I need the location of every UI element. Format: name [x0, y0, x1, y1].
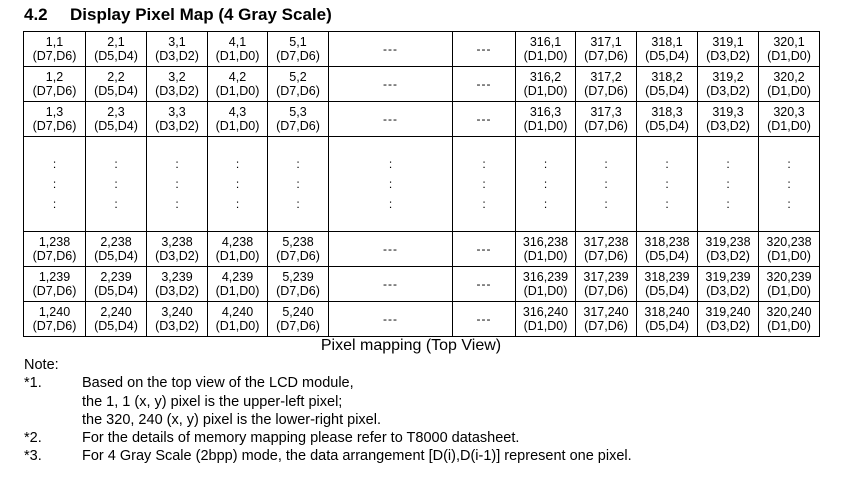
note-line: the 1, 1 (x, y) pixel is the upper-left pixel;	[82, 393, 343, 410]
pixel-data-bits: (D7,D6)	[276, 249, 320, 263]
pixel-cell	[208, 232, 268, 267]
pixel-cell	[147, 67, 208, 102]
pixel-data-bits: (D1,D0)	[767, 249, 811, 263]
pixel-coordinate: 318,239	[644, 270, 690, 284]
note-line: For the details of memory mapping please refer to T8000 datasheet.	[82, 430, 520, 447]
pixel-cell	[208, 302, 268, 337]
pixel-data-bits: (D3,D2)	[155, 319, 199, 333]
pixel-data-bits: (D7,D6)	[276, 284, 320, 298]
pixel-cell	[576, 102, 637, 137]
ellipsis-cell	[698, 137, 759, 232]
ellipsis-dot: :	[665, 177, 669, 191]
pixel-coordinate: 320,3	[773, 105, 805, 119]
pixel-cell	[637, 32, 698, 67]
ellipsis-dot: :	[52, 197, 57, 211]
pixel-data-bits: (D1,D0)	[523, 249, 568, 263]
pixel-data-bits: (D1,D0)	[215, 84, 260, 98]
ellipsis-cell	[516, 137, 576, 232]
ellipsis-cell	[329, 267, 453, 302]
pixel-data-bits: (D1,D0)	[215, 119, 260, 133]
pixel-coordinate: 2,239	[100, 270, 132, 284]
pixel-coordinate: 3,238	[161, 235, 193, 249]
ellipsis-cell	[329, 302, 453, 337]
pixel-coordinate: 316,1	[529, 35, 562, 49]
ellipsis-dot: :	[235, 157, 240, 171]
pixel-data-bits: (D1,D0)	[767, 284, 811, 298]
ellipsis-cell	[24, 137, 86, 232]
pixel-coordinate: 319,239	[705, 270, 751, 284]
ellipsis-dot: :	[296, 177, 300, 191]
ellipsis-cell	[759, 137, 820, 232]
note-line: For 4 Gray Scale (2bpp) mode, the data arrangement [D(i),D(i-1)] represent one pixel.	[82, 448, 632, 465]
pixel-cell	[576, 32, 637, 67]
note-item	[24, 447, 632, 465]
pixel-data-bits: (D7,D6)	[584, 119, 628, 133]
note-key: *3.	[24, 448, 42, 465]
pixel-data-bits: (D7,D6)	[32, 49, 77, 63]
ellipsis-cell	[329, 232, 453, 267]
ellipsis-cell	[329, 102, 453, 137]
pixel-coordinate: 3,3	[168, 105, 186, 119]
note-key: *2.	[24, 430, 42, 447]
pixel-cell	[759, 32, 820, 67]
pixel-cell	[268, 302, 329, 337]
pixel-coordinate: 5,2	[289, 70, 307, 84]
ellipsis-dot: :	[726, 197, 730, 211]
pixel-coordinate: 1,239	[38, 270, 71, 284]
pixel-data-bits: (D7,D6)	[32, 319, 77, 333]
pixel-coordinate: 3,1	[168, 35, 186, 49]
pixel-cell	[24, 302, 86, 337]
ellipsis-cell	[329, 32, 453, 67]
ellipsis-cell	[576, 137, 637, 232]
table-row-ellipsis	[24, 137, 820, 232]
pixel-coordinate: 3,239	[161, 270, 193, 284]
pixel-cell	[86, 67, 147, 102]
pixel-coordinate: 317,1	[590, 35, 622, 49]
pixel-cell	[637, 267, 698, 302]
pixel-coordinate: 318,240	[644, 305, 690, 319]
ellipsis-dot: :	[604, 157, 608, 171]
ellipsis-dot: :	[235, 197, 240, 211]
pixel-coordinate: 317,240	[583, 305, 629, 319]
table-row	[24, 232, 820, 267]
pixel-data-bits: (D1,D0)	[767, 84, 811, 98]
pixel-cell	[208, 267, 268, 302]
pixel-coordinate: 3,2	[168, 70, 186, 84]
pixel-coordinate: 320,238	[766, 235, 812, 249]
ellipsis-dot: :	[787, 197, 791, 211]
pixel-data-bits: (D1,D0)	[767, 49, 811, 63]
pixel-data-bits: (D3,D2)	[706, 249, 750, 263]
ellipsis-dot: :	[114, 197, 118, 211]
pixel-coordinate: 2,3	[107, 105, 125, 119]
pixel-data-bits: (D1,D0)	[767, 119, 811, 133]
pixel-cell	[268, 32, 329, 67]
ellipsis-dot: :	[175, 197, 179, 211]
pixel-cell	[86, 232, 147, 267]
pixel-cell	[576, 67, 637, 102]
pixel-coordinate: 4,1	[228, 35, 247, 49]
pixel-cell	[576, 302, 637, 337]
pixel-data-bits: (D7,D6)	[276, 49, 320, 63]
pixel-coordinate: 5,240	[282, 305, 314, 319]
pixel-coordinate: 1,1	[45, 35, 64, 49]
ellipsis-dot: :	[114, 157, 118, 171]
pixel-coordinate: 319,3	[712, 105, 744, 119]
pixel-data-bits: (D7,D6)	[584, 284, 628, 298]
pixel-coordinate: 5,3	[289, 105, 307, 119]
section-title: Display Pixel Map (4 Gray Scale)	[70, 5, 332, 24]
pixel-cell	[759, 67, 820, 102]
pixel-coordinate: 316,240	[522, 305, 569, 319]
ellipsis-dot: :	[726, 157, 730, 171]
pixel-coordinate: 320,240	[766, 305, 812, 319]
pixel-cell	[698, 267, 759, 302]
pixel-data-bits: (D1,D0)	[523, 319, 568, 333]
pixel-data-bits: (D5,D4)	[645, 49, 689, 63]
ellipsis-cell	[453, 32, 516, 67]
pixel-coordinate: 2,240	[100, 305, 132, 319]
pixel-data-bits: (D5,D4)	[645, 249, 689, 263]
pixel-data-bits: (D1,D0)	[767, 319, 811, 333]
ellipsis-cell	[453, 102, 516, 137]
ellipsis-dashes: ---	[476, 312, 492, 326]
ellipsis-cell	[329, 67, 453, 102]
pixel-data-bits: (D3,D2)	[155, 49, 199, 63]
pixel-data-bits: (D5,D4)	[94, 249, 138, 263]
pixel-cell	[759, 302, 820, 337]
pixel-coordinate: 316,239	[522, 270, 569, 284]
notes-section	[24, 356, 632, 466]
pixel-coordinate: 318,2	[651, 70, 683, 84]
pixel-coordinate: 3,240	[161, 305, 193, 319]
ellipsis-dashes: ---	[383, 242, 398, 256]
pixel-map-table	[23, 31, 820, 337]
pixel-cell	[86, 267, 147, 302]
pixel-coordinate: 317,239	[583, 270, 629, 284]
pixel-cell	[268, 267, 329, 302]
pixel-cell	[759, 102, 820, 137]
table-row	[24, 32, 820, 67]
pixel-data-bits: (D1,D0)	[215, 49, 260, 63]
pixel-coordinate: 317,2	[590, 70, 622, 84]
pixel-data-bits: (D7,D6)	[32, 84, 77, 98]
pixel-cell	[208, 32, 268, 67]
ellipsis-dot: :	[296, 197, 300, 211]
pixel-cell	[24, 267, 86, 302]
ellipsis-dashes: ---	[476, 77, 492, 91]
pixel-coordinate: 2,238	[100, 235, 132, 249]
pixel-cell	[86, 102, 147, 137]
pixel-cell	[147, 267, 208, 302]
ellipsis-dashes: ---	[383, 112, 398, 126]
pixel-coordinate: 5,239	[282, 270, 314, 284]
pixel-data-bits: (D5,D4)	[94, 284, 138, 298]
section-number: 4.2	[24, 5, 48, 24]
ellipsis-cell	[329, 137, 453, 232]
ellipsis-dashes: ---	[383, 77, 398, 91]
ellipsis-dot: :	[665, 157, 669, 171]
pixel-data-bits: (D1,D0)	[523, 119, 568, 133]
pixel-coordinate: 320,2	[773, 70, 805, 84]
pixel-cell	[516, 67, 576, 102]
pixel-data-bits: (D3,D2)	[155, 119, 199, 133]
pixel-data-bits: (D5,D4)	[645, 119, 689, 133]
pixel-cell	[516, 302, 576, 337]
pixel-coordinate: 5,238	[282, 235, 314, 249]
ellipsis-dot: :	[52, 177, 57, 191]
pixel-coordinate: 2,1	[107, 35, 125, 49]
pixel-data-bits: (D5,D4)	[94, 319, 138, 333]
ellipsis-dot: :	[175, 157, 179, 171]
pixel-cell	[208, 102, 268, 137]
pixel-cell	[759, 267, 820, 302]
ellipsis-dashes: ---	[383, 42, 398, 56]
ellipsis-dot: :	[114, 177, 118, 191]
pixel-data-bits: (D7,D6)	[32, 249, 77, 263]
pixel-data-bits: (D5,D4)	[94, 49, 138, 63]
table-row	[24, 267, 820, 302]
pixel-coordinate: 316,3	[529, 105, 562, 119]
pixel-coordinate: 4,240	[221, 305, 254, 319]
pixel-data-bits: (D3,D2)	[706, 84, 750, 98]
ellipsis-cell	[147, 137, 208, 232]
pixel-data-bits: (D7,D6)	[276, 84, 320, 98]
pixel-cell	[759, 232, 820, 267]
pixel-data-bits: (D3,D2)	[155, 249, 199, 263]
ellipsis-cell	[453, 67, 516, 102]
table-row	[24, 302, 820, 337]
pixel-cell	[24, 32, 86, 67]
pixel-coordinate: 317,238	[583, 235, 629, 249]
table-caption: Pixel mapping (Top View)	[320, 337, 502, 354]
pixel-data-bits: (D5,D4)	[94, 84, 138, 98]
pixel-data-bits: (D7,D6)	[276, 319, 320, 333]
pixel-data-bits: (D1,D0)	[523, 84, 568, 98]
ellipsis-dot: :	[175, 177, 179, 191]
ellipsis-dashes: ---	[476, 112, 492, 126]
pixel-cell	[147, 102, 208, 137]
pixel-cell	[637, 67, 698, 102]
pixel-cell	[208, 67, 268, 102]
pixel-data-bits: (D5,D4)	[645, 84, 689, 98]
ellipsis-cell	[208, 137, 268, 232]
ellipsis-dashes: ---	[476, 42, 492, 56]
pixel-cell	[268, 102, 329, 137]
ellipsis-dot: :	[388, 177, 393, 191]
section-heading	[24, 5, 332, 25]
pixel-data-bits: (D5,D4)	[645, 284, 689, 298]
pixel-coordinate: 319,240	[705, 305, 751, 319]
pixel-cell	[576, 232, 637, 267]
pixel-coordinate: 319,238	[705, 235, 751, 249]
pixel-coordinate: 1,238	[38, 235, 71, 249]
ellipsis-dot: :	[482, 177, 486, 191]
pixel-cell	[516, 232, 576, 267]
pixel-data-bits: (D1,D0)	[523, 49, 568, 63]
note-item	[24, 429, 632, 447]
pixel-coordinate: 4,239	[221, 270, 254, 284]
pixel-coordinate: 316,238	[522, 235, 569, 249]
pixel-coordinate: 1,2	[45, 70, 64, 84]
ellipsis-dot: :	[296, 157, 300, 171]
pixel-cell	[86, 32, 147, 67]
pixel-data-bits: (D3,D2)	[706, 319, 750, 333]
ellipsis-dot: :	[604, 177, 608, 191]
ellipsis-cell	[453, 137, 516, 232]
ellipsis-dot: :	[482, 197, 486, 211]
pixel-data-bits: (D7,D6)	[584, 84, 628, 98]
notes-label: Note:	[24, 357, 59, 373]
pixel-cell	[147, 232, 208, 267]
pixel-coordinate: 316,2	[529, 70, 562, 84]
pixel-data-bits: (D3,D2)	[706, 119, 750, 133]
pixel-data-bits: (D3,D2)	[155, 284, 199, 298]
ellipsis-dot: :	[543, 177, 548, 191]
pixel-coordinate: 318,3	[651, 105, 683, 119]
ellipsis-dashes: ---	[476, 242, 492, 256]
pixel-cell	[268, 232, 329, 267]
pixel-coordinate: 1,3	[45, 105, 64, 119]
ellipsis-dot: :	[665, 197, 669, 211]
note-line: Based on the top view of the LCD module,	[82, 375, 354, 392]
pixel-data-bits: (D7,D6)	[276, 119, 320, 133]
pixel-cell	[637, 102, 698, 137]
ellipsis-cell	[637, 137, 698, 232]
note-line: the 320, 240 (x, y) pixel is the lower-right pixel.	[82, 411, 381, 428]
pixel-coordinate: 1,240	[38, 305, 71, 319]
ellipsis-cell	[268, 137, 329, 232]
ellipsis-dot: :	[543, 197, 548, 211]
pixel-cell	[24, 67, 86, 102]
pixel-data-bits: (D3,D2)	[706, 284, 750, 298]
table-row	[24, 67, 820, 102]
pixel-cell	[698, 102, 759, 137]
ellipsis-cell	[453, 302, 516, 337]
ellipsis-dot: :	[787, 157, 791, 171]
pixel-coordinate: 2,2	[107, 70, 125, 84]
pixel-coordinate: 5,1	[289, 35, 307, 49]
pixel-cell	[637, 232, 698, 267]
ellipsis-dot: :	[482, 157, 486, 171]
pixel-data-bits: (D3,D2)	[155, 84, 199, 98]
pixel-coordinate: 4,3	[228, 105, 247, 119]
pixel-coordinate: 319,2	[712, 70, 744, 84]
pixel-cell	[698, 232, 759, 267]
pixel-cell	[86, 302, 147, 337]
pixel-cell	[516, 102, 576, 137]
table-row	[24, 102, 820, 137]
ellipsis-dashes: ---	[383, 277, 398, 291]
pixel-cell	[24, 232, 86, 267]
ellipsis-dot: :	[388, 197, 393, 211]
pixel-cell	[24, 102, 86, 137]
ellipsis-cell	[453, 267, 516, 302]
pixel-data-bits: (D7,D6)	[32, 284, 77, 298]
pixel-cell	[637, 302, 698, 337]
ellipsis-dashes: ---	[383, 312, 398, 326]
pixel-data-bits: (D1,D0)	[523, 284, 568, 298]
pixel-coordinate: 317,3	[590, 105, 622, 119]
pixel-coordinate: 4,2	[228, 70, 247, 84]
pixel-data-bits: (D1,D0)	[215, 284, 260, 298]
pixel-cell	[516, 267, 576, 302]
pixel-cell	[698, 67, 759, 102]
pixel-data-bits: (D7,D6)	[32, 119, 77, 133]
pixel-data-bits: (D5,D4)	[94, 119, 138, 133]
ellipsis-dot: :	[726, 177, 730, 191]
pixel-data-bits: (D3,D2)	[706, 49, 750, 63]
pixel-data-bits: (D1,D0)	[215, 249, 260, 263]
pixel-coordinate: 320,239	[766, 270, 812, 284]
pixel-cell	[268, 67, 329, 102]
pixel-coordinate: 319,1	[712, 35, 744, 49]
ellipsis-dot: :	[388, 157, 393, 171]
ellipsis-dashes: ---	[476, 277, 492, 291]
ellipsis-cell	[453, 232, 516, 267]
ellipsis-dot: :	[543, 157, 548, 171]
pixel-cell	[147, 32, 208, 67]
ellipsis-dot: :	[52, 157, 57, 171]
pixel-data-bits: (D7,D6)	[584, 249, 628, 263]
ellipsis-cell	[86, 137, 147, 232]
pixel-cell	[698, 32, 759, 67]
pixel-data-bits: (D7,D6)	[584, 49, 628, 63]
pixel-data-bits: (D1,D0)	[215, 319, 260, 333]
pixel-coordinate: 318,1	[651, 35, 683, 49]
pixel-cell	[147, 302, 208, 337]
ellipsis-dot: :	[235, 177, 240, 191]
pixel-coordinate: 318,238	[644, 235, 690, 249]
pixel-data-bits: (D5,D4)	[645, 319, 689, 333]
ellipsis-dot: :	[604, 197, 608, 211]
pixel-data-bits: (D7,D6)	[584, 319, 628, 333]
pixel-coordinate: 4,238	[221, 235, 254, 249]
note-key: *1.	[24, 375, 42, 392]
pixel-cell	[698, 302, 759, 337]
pixel-cell	[516, 32, 576, 67]
ellipsis-dot: :	[787, 177, 791, 191]
pixel-cell	[576, 267, 637, 302]
pixel-coordinate: 320,1	[773, 35, 805, 49]
note-item	[24, 374, 632, 429]
